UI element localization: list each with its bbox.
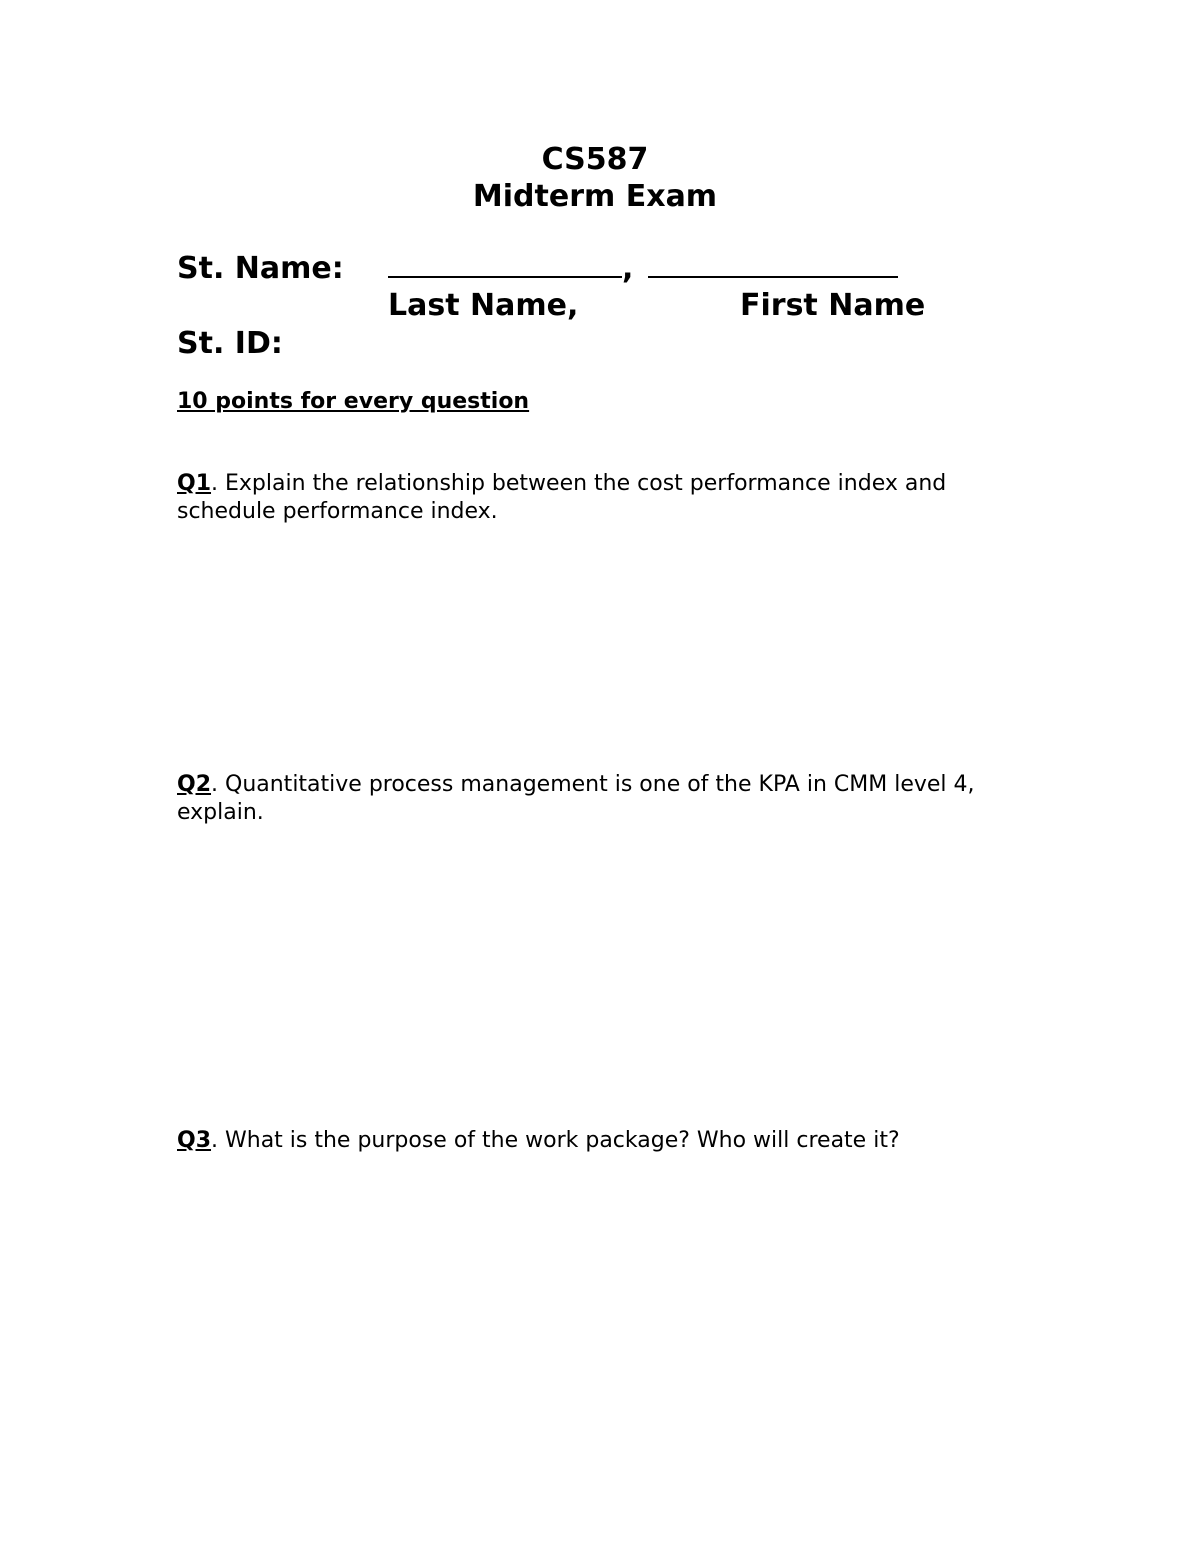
question-1 xyxy=(177,470,1017,526)
question-1-text: . Explain the relationship between the cost performance index and schedule performance index. xyxy=(177,471,947,524)
first-name-label: First Name xyxy=(740,288,926,323)
question-3-label: Q3 xyxy=(177,1128,212,1153)
last-name-blank[interactable] xyxy=(388,252,622,278)
course-code: CS587 xyxy=(541,142,649,177)
question-2 xyxy=(177,771,1017,827)
question-3-text: . What is the purpose of the work package? Who will create it? xyxy=(211,1128,900,1153)
question-3 xyxy=(177,1127,1017,1155)
first-name-blank[interactable] xyxy=(648,252,898,278)
name-separator: , xyxy=(622,251,634,286)
name-blanks xyxy=(388,251,898,287)
exam-title: Midterm Exam xyxy=(472,179,718,214)
question-2-label: Q2 xyxy=(177,772,212,797)
student-id-label: St. ID: xyxy=(177,326,283,361)
question-2-text: . Quantitative process management is one of the KPA in CMM level 4, explain. xyxy=(177,772,975,825)
last-name-label: Last Name, xyxy=(388,288,579,323)
student-name-label: St. Name: xyxy=(177,251,344,286)
question-1-label: Q1 xyxy=(177,471,212,496)
points-note: 10 points for every question xyxy=(177,389,530,414)
